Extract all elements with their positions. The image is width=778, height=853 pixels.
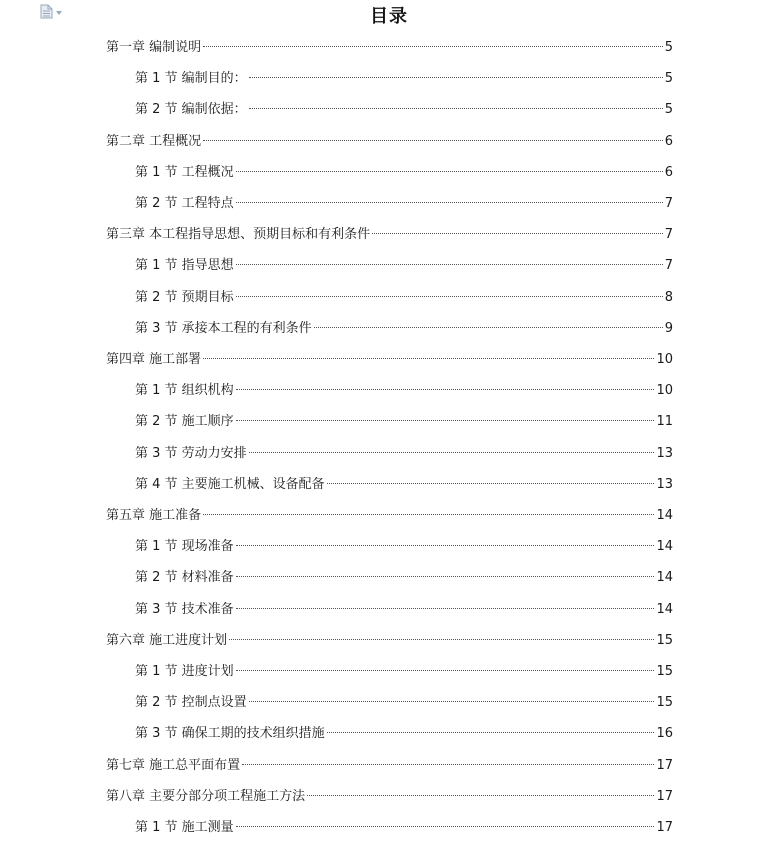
toc-section-entry[interactable] [135,444,673,464]
dot-leader [236,264,663,265]
toc-entry-text: 第 2 节 工程特点 [135,196,234,211]
toc-entry-text: 第六章 施工进度计划 [106,632,228,648]
toc-page-number: 9 [664,320,673,336]
toc-section-entry[interactable] [135,600,673,620]
toc-entry-text: 第 3 节 确保工期的技术组织措施 [135,726,325,742]
dot-leader [327,732,655,733]
dot-leader [203,358,654,359]
toc-chapter-entry[interactable] [106,38,673,58]
toc-entry-text: 第二章 工程概况 [106,133,202,149]
toc-entry-text: 第三章 本工程指导思想、预期目标和有利条件 [106,227,371,243]
toc-entry-text: 第 1 节 工程概况 [135,164,234,180]
dot-leader [249,108,663,109]
toc-chapter-entry[interactable] [106,225,673,245]
toc-entry-text: 第 3 节 劳动力安排 [135,445,247,461]
dot-leader [249,77,663,78]
dot-leader [236,545,655,546]
dot-leader [307,795,654,796]
dot-leader [236,389,655,390]
dot-leader [249,452,655,453]
toc-page-number: 14 [656,601,673,617]
toc-page-number: 14 [656,508,673,523]
dot-leader [203,514,654,515]
toc-page-number: 10 [656,352,673,367]
toc-entry-text: 第 1 节 指导思想 [135,258,234,274]
toc-section-entry[interactable] [135,319,673,339]
toc-page-number: 5 [664,102,673,118]
toc-page-number: 15 [656,695,673,711]
toc-section-entry[interactable] [135,724,673,744]
dot-leader [249,701,655,702]
toc-entry-text: 第 4 节 主要施工机械、设备配备 [135,476,325,492]
toc-chapter-entry[interactable] [106,506,673,526]
toc-entry-text: 第 2 节 编制依据： [135,102,247,118]
toc-entry-text: 第八章 主要分部分项工程施工方法 [106,788,306,804]
toc-section-entry[interactable] [135,412,673,432]
toc-entry-text: 第七章 施工总平面布置 [106,757,241,773]
dot-leader [242,764,654,765]
toc-entry-text: 第 1 节 组织机构 [135,383,234,399]
toc-page-number: 16 [656,726,673,742]
dot-leader [236,608,655,609]
toc-page-number: 5 [664,71,673,87]
toc-section-entry[interactable] [135,475,673,495]
toc-section-entry[interactable] [135,818,673,838]
toc-page-number: 14 [656,570,673,586]
toc-page-number: 7 [664,258,673,274]
toc-page-number: 5 [664,40,673,55]
toc-page-number: 15 [656,632,673,648]
toc-section-entry[interactable] [135,256,673,276]
toc-page-number: 13 [656,445,673,461]
dot-leader [236,202,663,203]
toc-chapter-entry[interactable] [106,132,673,152]
toc-entry-text: 第 1 节 编制目的： [135,71,247,87]
toc-section-entry[interactable] [135,288,673,308]
toc-chapter-entry[interactable] [106,787,673,807]
toc-entry-text: 第五章 施工准备 [106,508,202,523]
toc-section-entry[interactable] [135,163,673,183]
dot-leader [236,670,655,671]
toc-section-entry[interactable] [135,537,673,557]
toc-entry-text: 第 1 节 施工测量 [135,820,234,835]
page-title: 目录 [370,6,408,27]
toc-entry-text: 第 1 节 现场准备 [135,539,234,555]
toc-chapter-entry[interactable] [106,631,673,651]
dot-leader [314,327,663,328]
dot-leader [236,296,663,297]
dot-leader [203,140,663,141]
toc-entry-text: 第 2 节 施工顺序 [135,414,234,430]
dot-leader [236,171,663,172]
dot-leader [236,420,655,421]
toc-page-number: 6 [664,164,673,180]
toc-chapter-entry[interactable] [106,756,673,776]
toc-section-entry[interactable] [135,381,673,401]
toc-page-number: 13 [656,476,673,492]
toc-page-number: 10 [656,383,673,399]
toc-entry-text: 第 2 节 材料准备 [135,570,234,586]
toc-page-number: 14 [656,539,673,555]
toc-section-entry[interactable] [135,100,673,120]
toc-page-number: 17 [656,757,673,773]
toc-entry-text: 第 1 节 进度计划 [135,664,234,679]
dot-leader [327,483,655,484]
toc-page-number: 6 [664,133,673,149]
toc-entry-text: 第一章 编制说明 [106,40,202,55]
toc-entry-text: 第 3 节 技术准备 [135,601,234,617]
dot-leader [236,826,655,827]
toc-section-entry[interactable] [135,662,673,682]
toc-page-number: 17 [656,788,673,804]
dot-leader [229,639,654,640]
toc-page-number: 7 [664,227,673,243]
toc-section-entry[interactable] [135,194,673,214]
toc-entry-text: 第 2 节 预期目标 [135,289,234,305]
toc-page-number: 8 [664,289,673,305]
toc-entry-text: 第 3 节 承接本工程的有利条件 [135,320,312,336]
toc-entry-text: 第 2 节 控制点设置 [135,695,247,711]
toc-page-number: 15 [656,664,673,679]
toc-page-number: 7 [664,196,673,211]
toc-page-number: 11 [656,414,673,430]
toc-section-entry[interactable] [135,568,673,588]
toc-page-number: 17 [656,820,673,835]
toc-section-entry[interactable] [135,693,673,713]
toc-section-entry[interactable] [135,69,673,89]
toc-entry-text: 第四章 施工部署 [106,352,202,367]
dot-leader [236,576,655,577]
toc-chapter-entry[interactable] [106,350,673,370]
dot-leader [372,233,663,234]
dot-leader [203,46,663,47]
